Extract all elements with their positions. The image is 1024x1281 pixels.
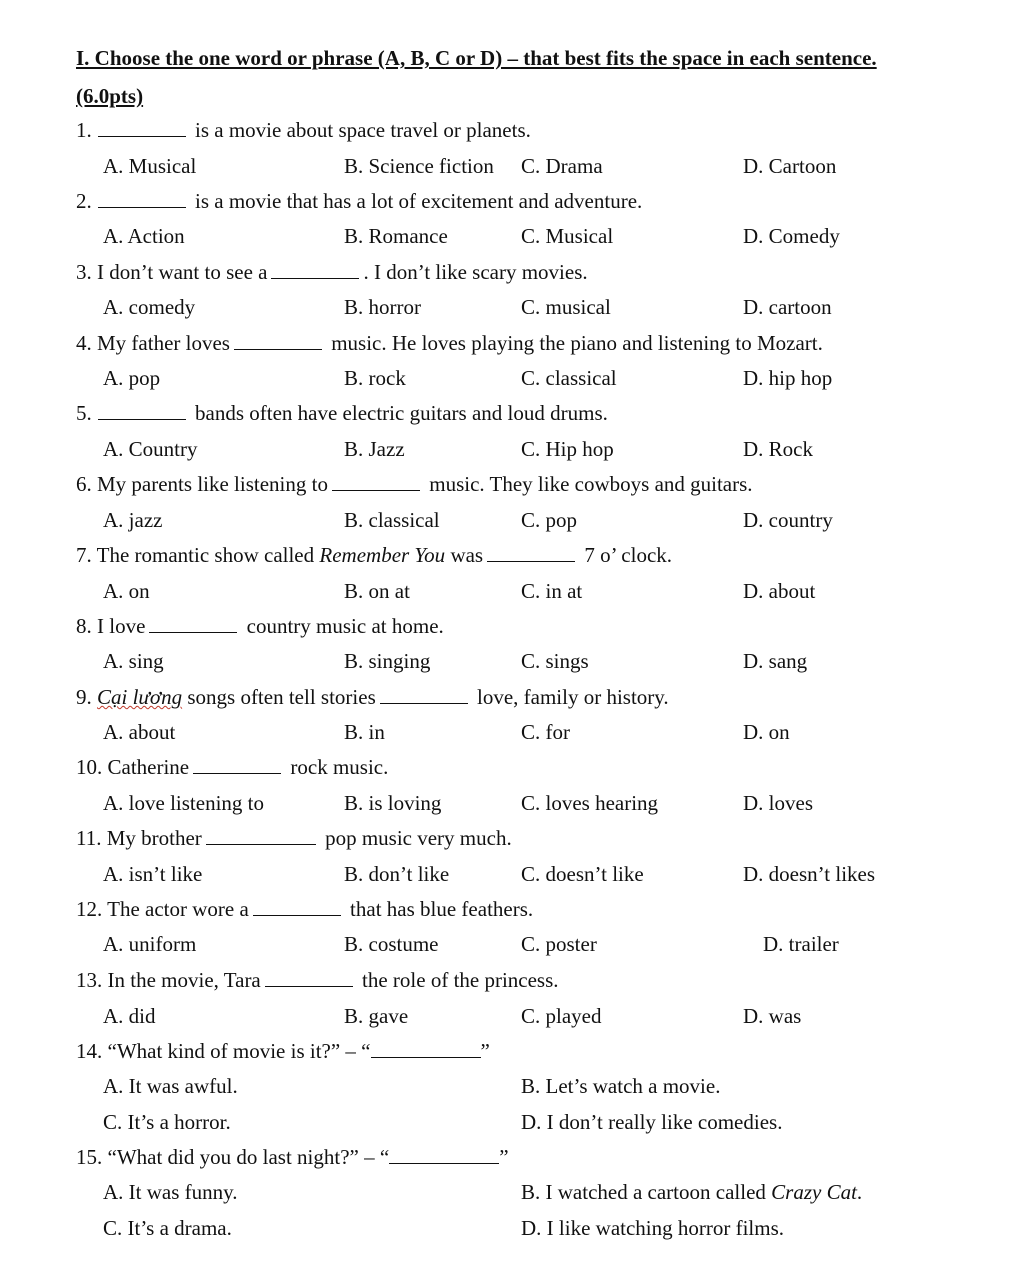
option-b: B. is loving <box>344 791 442 815</box>
option-a: A. Action <box>103 224 185 248</box>
option-d: D. Comedy <box>743 224 840 248</box>
options-row-1 <box>0 152 1024 180</box>
option-d: D. hip hop <box>743 366 833 390</box>
option-a: A. comedy <box>103 295 196 319</box>
option-c: C. Musical <box>521 224 614 248</box>
option-d: D. trailer <box>763 932 839 956</box>
question-text-before: “What kind of movie is it?” – “ <box>107 1039 371 1063</box>
question-5 <box>76 399 608 427</box>
option-a: A. love listening to <box>103 791 264 815</box>
question-number: 15. <box>76 1145 103 1169</box>
option-d: D. Rock <box>743 437 813 461</box>
question-text-before: songs often tell stories <box>187 685 376 709</box>
question-text-before: “What did you do last night?” – “ <box>107 1145 390 1169</box>
option-b: B. classical <box>344 508 440 532</box>
question-3 <box>76 258 588 286</box>
option-a: A. sing <box>103 649 164 673</box>
question-text-after: ” <box>480 1039 490 1063</box>
question-text-after: ” <box>499 1145 509 1169</box>
options-row-15b <box>0 1214 1024 1242</box>
question-text-before: I don’t want to see a <box>97 260 268 284</box>
question-number: 3. <box>76 260 92 284</box>
option-b-text: B. I watched a cartoon called <box>521 1180 766 1204</box>
show-title: Remember You <box>319 543 446 567</box>
question-text-after: country music at home. <box>246 614 444 638</box>
question-number: 13. <box>76 968 103 992</box>
option-d: D. Cartoon <box>743 154 837 178</box>
question-text-after: love, family or history. <box>477 685 669 709</box>
answer-blank <box>234 331 322 350</box>
question-text-after: rock music. <box>290 755 389 779</box>
question-number: 2. <box>76 189 92 213</box>
option-b: B. Let’s watch a movie. <box>521 1074 721 1098</box>
option-b: B. don’t like <box>344 862 450 886</box>
option-d: D. I like watching horror films. <box>521 1216 785 1240</box>
option-b: B. horror <box>344 295 421 319</box>
option-c: C. for <box>521 720 570 744</box>
options-row-13 <box>0 1002 1024 1030</box>
answer-blank <box>389 1145 499 1164</box>
question-number: 11. <box>76 826 102 850</box>
question-text-before: I love <box>97 614 146 638</box>
option-b: B. rock <box>344 366 406 390</box>
question-4 <box>76 329 823 357</box>
question-number: 7. <box>76 543 92 567</box>
options-row-10 <box>0 789 1024 817</box>
option-a: A. It was awful. <box>103 1074 238 1098</box>
question-text-before: The actor wore a <box>107 897 249 921</box>
option-d: D. country <box>743 508 833 532</box>
option-d: D. loves <box>743 791 813 815</box>
question-number: 14. <box>76 1039 103 1063</box>
options-row-9 <box>0 718 1024 746</box>
question-10 <box>76 753 388 781</box>
options-row-12 <box>0 930 1024 958</box>
option-c: C. Hip hop <box>521 437 614 461</box>
option-d: D. was <box>743 1004 802 1028</box>
question-15 <box>76 1143 509 1171</box>
question-text-after: 7 o’ clock. <box>584 543 673 567</box>
question-text-before: The romantic show called <box>96 543 315 567</box>
question-text: is a movie that has a lot of excitement and adventure. <box>195 189 643 213</box>
option-c: C. It’s a horror. <box>103 1110 231 1134</box>
question-2 <box>76 187 642 215</box>
option-c: C. in at <box>521 579 583 603</box>
question-12 <box>76 895 533 923</box>
question-13 <box>76 966 559 994</box>
option-b: B. in <box>344 720 385 744</box>
options-row-14a <box>0 1072 1024 1100</box>
question-text-was: was <box>450 543 484 567</box>
option-b: B. costume <box>344 932 439 956</box>
question-text-after: the role of the princess. <box>362 968 559 992</box>
option-d: D. cartoon <box>743 295 832 319</box>
answer-blank <box>149 614 237 633</box>
option-b-end: . <box>856 1180 863 1204</box>
option-a: A. jazz <box>103 508 163 532</box>
option-c: C. classical <box>521 366 617 390</box>
option-c: C. played <box>521 1004 602 1028</box>
option-b <box>521 1178 862 1206</box>
option-b: B. singing <box>344 649 431 673</box>
answer-blank <box>332 472 420 491</box>
option-d: D. sang <box>743 649 808 673</box>
question-number: 4. <box>76 331 92 355</box>
options-row-4 <box>0 364 1024 392</box>
question-text-before: My brother <box>106 826 202 850</box>
question-number: 5. <box>76 401 92 425</box>
question-number: 1. <box>76 118 92 142</box>
option-c: C. sings <box>521 649 589 673</box>
question-text-after: music. They like cowboys and guitars. <box>429 472 753 496</box>
question-number: 12. <box>76 897 103 921</box>
option-d: D. I don’t really like comedies. <box>521 1110 783 1134</box>
question-text-before: Catherine <box>107 755 190 779</box>
section-heading: I. Choose the one word or phrase (A, B, C or D) – that best fits the space in each sentence. <box>76 46 877 70</box>
option-a: A. uniform <box>103 932 197 956</box>
option-c: C. pop <box>521 508 578 532</box>
option-c: C. Drama <box>521 154 603 178</box>
question-number: 9. <box>76 685 92 709</box>
question-14 <box>76 1037 490 1065</box>
options-row-7 <box>0 577 1024 605</box>
question-number: 6. <box>76 472 92 496</box>
answer-blank <box>271 260 359 279</box>
option-b: B. gave <box>344 1004 409 1028</box>
options-row-5 <box>0 435 1024 463</box>
option-d: D. on <box>743 720 790 744</box>
option-a: A. Country <box>103 437 198 461</box>
question-8 <box>76 612 444 640</box>
answer-blank <box>98 401 186 420</box>
option-b: B. on at <box>344 579 410 603</box>
answer-blank <box>380 685 468 704</box>
question-text-before: My father loves <box>97 331 230 355</box>
options-row-8 <box>0 647 1024 675</box>
question-number: 10. <box>76 755 103 779</box>
option-d: D. about <box>743 579 816 603</box>
options-row-3 <box>0 293 1024 321</box>
options-row-15a <box>0 1178 1024 1206</box>
options-row-11 <box>0 860 1024 888</box>
option-c: C. doesn’t like <box>521 862 644 886</box>
question-text-after: pop music very much. <box>325 826 512 850</box>
question-number: 8. <box>76 614 92 638</box>
answer-blank <box>253 897 341 916</box>
question-text-after: . I don’t like scary movies. <box>363 260 588 284</box>
question-7 <box>76 541 672 569</box>
answer-blank <box>98 189 186 208</box>
option-a: A. did <box>103 1004 156 1028</box>
option-c: C. musical <box>521 295 611 319</box>
question-text-before: My parents like listening to <box>97 472 328 496</box>
cartoon-title: Crazy Cat <box>771 1180 857 1204</box>
section-points: (6.0pts) <box>76 84 144 108</box>
option-a: A. Musical <box>103 154 197 178</box>
option-a: A. about <box>103 720 176 744</box>
option-c: C. It’s a drama. <box>103 1216 232 1240</box>
question-text: is a movie about space travel or planets. <box>195 118 531 142</box>
answer-blank <box>265 968 353 987</box>
option-b: B. Science fiction <box>344 154 494 178</box>
option-c: C. poster <box>521 932 597 956</box>
option-b: B. Jazz <box>344 437 405 461</box>
answer-blank <box>371 1039 481 1058</box>
option-c: C. loves hearing <box>521 791 659 815</box>
options-row-2 <box>0 222 1024 250</box>
question-9 <box>76 683 669 711</box>
option-a: A. isn’t like <box>103 862 203 886</box>
options-row-6 <box>0 506 1024 534</box>
option-b: B. Romance <box>344 224 448 248</box>
option-a: A. pop <box>103 366 161 390</box>
question-text-after: music. He loves playing the piano and listening to Mozart. <box>331 331 823 355</box>
question-text-after: that has blue feathers. <box>350 897 534 921</box>
option-a: A. It was funny. <box>103 1180 238 1204</box>
options-row-14b <box>0 1108 1024 1136</box>
option-d: D. doesn’t likes <box>743 862 876 886</box>
question-6 <box>76 470 753 498</box>
question-text-before: In the movie, Tara <box>107 968 261 992</box>
genre-term: Cại lương <box>97 685 183 709</box>
answer-blank <box>206 826 316 845</box>
question-text: bands often have electric guitars and loud drums. <box>195 401 608 425</box>
option-a: A. on <box>103 579 150 603</box>
question-11 <box>76 824 512 852</box>
question-1 <box>76 116 531 144</box>
answer-blank <box>98 118 186 137</box>
answer-blank <box>193 755 281 774</box>
answer-blank <box>487 543 575 562</box>
